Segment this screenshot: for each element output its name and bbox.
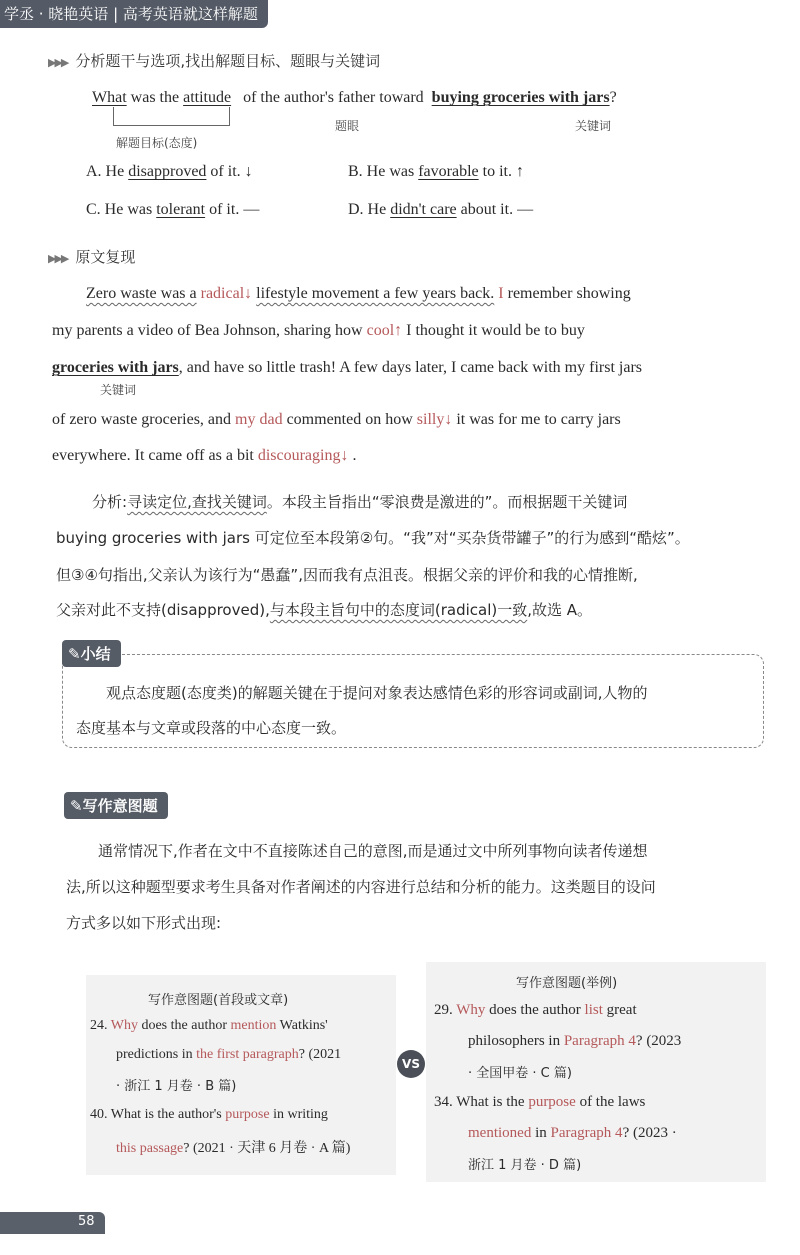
left-q24-line-1: 24. Why does the author mention Watkins' <box>90 1018 328 1033</box>
dash-mark: — <box>243 201 260 218</box>
option-c-key: tolerant <box>156 201 206 218</box>
pencil-icon: ✎ <box>68 645 81 663</box>
label-eye: 题眼 <box>335 119 360 133</box>
right-q29-line-2: philosophers in Paragraph 4? (2023 <box>468 1033 682 1049</box>
section-original-label: 原文复现 <box>75 248 136 266</box>
passage-line-2: my parents a video of Bea Johnson, sharing how cool↑ I thought it would be to buy <box>52 322 585 339</box>
passage-line-4: of zero waste groceries, and my dad commented on how silly↓ it was for me to carry jars <box>52 411 621 428</box>
label-target: 解题目标(态度) <box>116 136 198 150</box>
passage-line-1: Zero waste was a radical↓ lifestyle movement a few years back. I remember showing <box>86 285 631 302</box>
passage-line-5: everywhere. It came off as a bit discouraging↓ . <box>52 447 357 464</box>
left-panel-title: 写作意图题(首段或文章) <box>148 993 289 1008</box>
right-q29-line-1: 29. Why does the author list great <box>434 1002 637 1018</box>
right-q34-line-3: 浙江 1 月卷 · D 篇) <box>468 1158 582 1173</box>
option-b-key: favorable <box>418 163 479 180</box>
label-key: 关键词 <box>575 119 612 133</box>
q-word-attitude: attitude <box>183 89 232 106</box>
q-keyword: buying groceries with jars <box>431 89 610 106</box>
option-d-key: didn't care <box>390 201 457 218</box>
target-bracket <box>113 107 230 126</box>
q-word-what: What <box>92 89 127 106</box>
summary-line-1: 观点态度题(态度类)的解题关键在于提问对象表达感情色彩的形容词或副词,人物的 <box>106 684 648 702</box>
right-panel-title: 写作意图题(举例) <box>516 976 618 991</box>
q-mark: ? <box>609 89 617 106</box>
question-stem <box>92 89 617 107</box>
vs-badge: VS <box>397 1050 425 1078</box>
up-arrow-icon: ↑ <box>515 163 524 180</box>
left-q24-line-2: predictions in the first paragraph? (2021 <box>116 1047 342 1062</box>
summary-line-2: 态度基本与文章或段落的中心态度一致。 <box>76 719 347 737</box>
option-b: B. He was favorable to it. ↑ <box>348 163 524 180</box>
analysis-line-2: buying groceries with jars 可定位至本段第②句。“我”对“买杂货带罐子”的行为感到“酷炫”。 <box>56 529 690 547</box>
pencil-icon: ✎ <box>70 797 83 815</box>
right-q34-line-2: mentioned in Paragraph 4? (2023 · <box>468 1125 677 1141</box>
left-q40-line-1: 40. What is the author's purpose in writing <box>90 1107 328 1122</box>
option-d: D. He didn't care about it. — <box>348 201 534 218</box>
down-arrow-icon: ↓ <box>244 163 253 180</box>
analysis-line-1: 分析:寻读定位,查找关键词。本段主旨指出“零浪费是激进的”。而根据题干关键词 <box>92 493 628 511</box>
option-a-key: disapproved <box>128 163 207 180</box>
right-q29-line-3: · 全国甲卷 · C 篇) <box>468 1066 572 1081</box>
writing-intent-tag: ✎写作意图题 <box>64 792 168 819</box>
section-analyze-heading <box>48 50 380 71</box>
option-c: C. He was tolerant of it. — <box>86 201 260 218</box>
triple-arrow-icon: ▶▶▶ <box>48 56 68 69</box>
section-original-heading <box>48 246 135 267</box>
analysis-line-4: 父亲对此不支持(disapproved),与本段主旨句中的态度词(radical)一致,故选 A。 <box>56 601 593 619</box>
q-word-was-the: was the <box>130 89 180 106</box>
left-q24-line-3: · 浙江 1 月卷 · B 篇) <box>116 1079 237 1094</box>
passage-keyword-label: 关键词 <box>100 383 137 397</box>
passage-line-3: groceries with jars, and have so little trash! A few days later, I came back with my first jars <box>52 359 642 376</box>
page-number: 58 <box>78 1214 95 1229</box>
q-word-father: of the author's father toward <box>243 89 424 106</box>
left-q40-line-2: this passage? (2021 · 天津 6 月卷 · A 篇) <box>116 1141 351 1156</box>
summary-tag: ✎小结 <box>62 640 121 667</box>
section-analyze-label: 分析题干与选项,找出解题目标、题眼与关键词 <box>75 52 381 70</box>
intro-line-3: 方式多以如下形式出现: <box>66 914 222 932</box>
intro-line-2: 法,所以这种题型要求考生具备对作者阐述的内容进行总结和分析的能力。这类题目的设问 <box>66 878 656 896</box>
triple-arrow-icon: ▶▶▶ <box>48 252 68 265</box>
page-header: 学丞 · 晓艳英语 | 高考英语就这样解题 <box>0 0 268 28</box>
right-q34-line-1: 34. What is the purpose of the laws <box>434 1094 646 1110</box>
analysis-line-3: 但③④句指出,父亲认为该行为“愚蠢”,因而我有点沮丧。根据父亲的评价和我的心情推断, <box>56 566 638 584</box>
option-a: A. He disapproved of it. ↓ <box>86 163 253 180</box>
dash-mark: — <box>517 201 534 218</box>
intro-line-1: 通常情况下,作者在文中不直接陈述自己的意图,而是通过文中所列事物向读者传递想 <box>98 842 648 860</box>
